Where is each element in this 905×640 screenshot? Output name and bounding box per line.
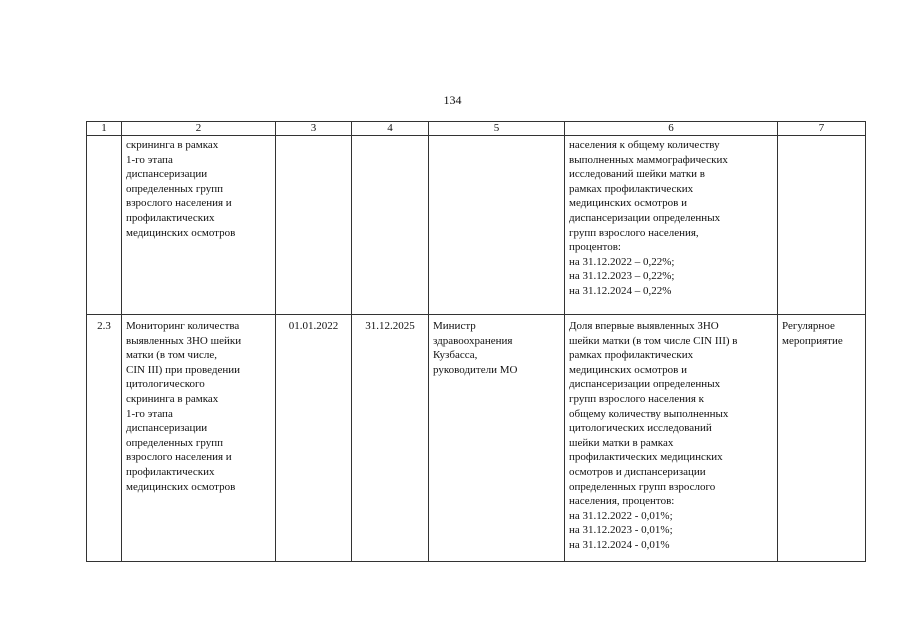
table-row [87, 315, 866, 562]
row-number-cell: 2.3 [87, 315, 122, 562]
table-row [87, 136, 866, 315]
event-cell: Мониторинг количества выявленных ЗНО шейки матки (в том числе, CIN III) при проведении цитологического скрининга в рамках 1-го этапа диспансеризации определенных групп взрослого населения и профилактических медицинских осмотров [122, 315, 276, 562]
start-date-cell: 01.01.2022 [276, 315, 352, 562]
column-header: 1 [87, 122, 122, 136]
column-header: 6 [565, 122, 778, 136]
responsible-cell: Министр здравоохранения Кузбасса, руководители МО [429, 315, 565, 562]
responsible-cell [429, 136, 565, 315]
end-date-cell [352, 136, 429, 315]
column-header: 7 [778, 122, 866, 136]
column-header: 3 [276, 122, 352, 136]
header-row [87, 122, 866, 136]
indicator-cell: населения к общему количеству выполненных маммографических исследований шейки матки в рамках профилактических медицинских осмотров и диспансеризации определенных групп взрослого населения, процентов: на 31.12.2022 – 0,22%; на 31.12.2023 – 0,22%; на 31.12.2024 – 0,22% [565, 136, 778, 315]
start-date-cell [276, 136, 352, 315]
plan-table [86, 121, 866, 562]
result-cell [778, 136, 866, 315]
indicator-cell: Доля впервые выявленных ЗНО шейки матки (в том числе CIN III) в рамках профилактических медицинских осмотров и диспансеризации определенных групп взрослого населения к общему количеству выполненных цитологических исследований шейки матки в рамках профилактических медицинских осмотров и диспансеризации определенных групп взрослого населения, процентов: на 31.12.2022 - 0,01%; на 31.12.2023 - 0,01%; на 31.12.2024 - 0,01% [565, 315, 778, 562]
page-number: 134 [443, 93, 462, 107]
row-number-cell [87, 136, 122, 315]
column-header: 4 [352, 122, 429, 136]
result-cell: Регулярное мероприятие [778, 315, 866, 562]
column-header: 5 [429, 122, 565, 136]
column-header: 2 [122, 122, 276, 136]
event-cell: скрининга в рамках 1-го этапа диспансеризации определенных групп взрослого населения и профилактических медицинских осмотров [122, 136, 276, 315]
end-date-cell: 31.12.2025 [352, 315, 429, 562]
